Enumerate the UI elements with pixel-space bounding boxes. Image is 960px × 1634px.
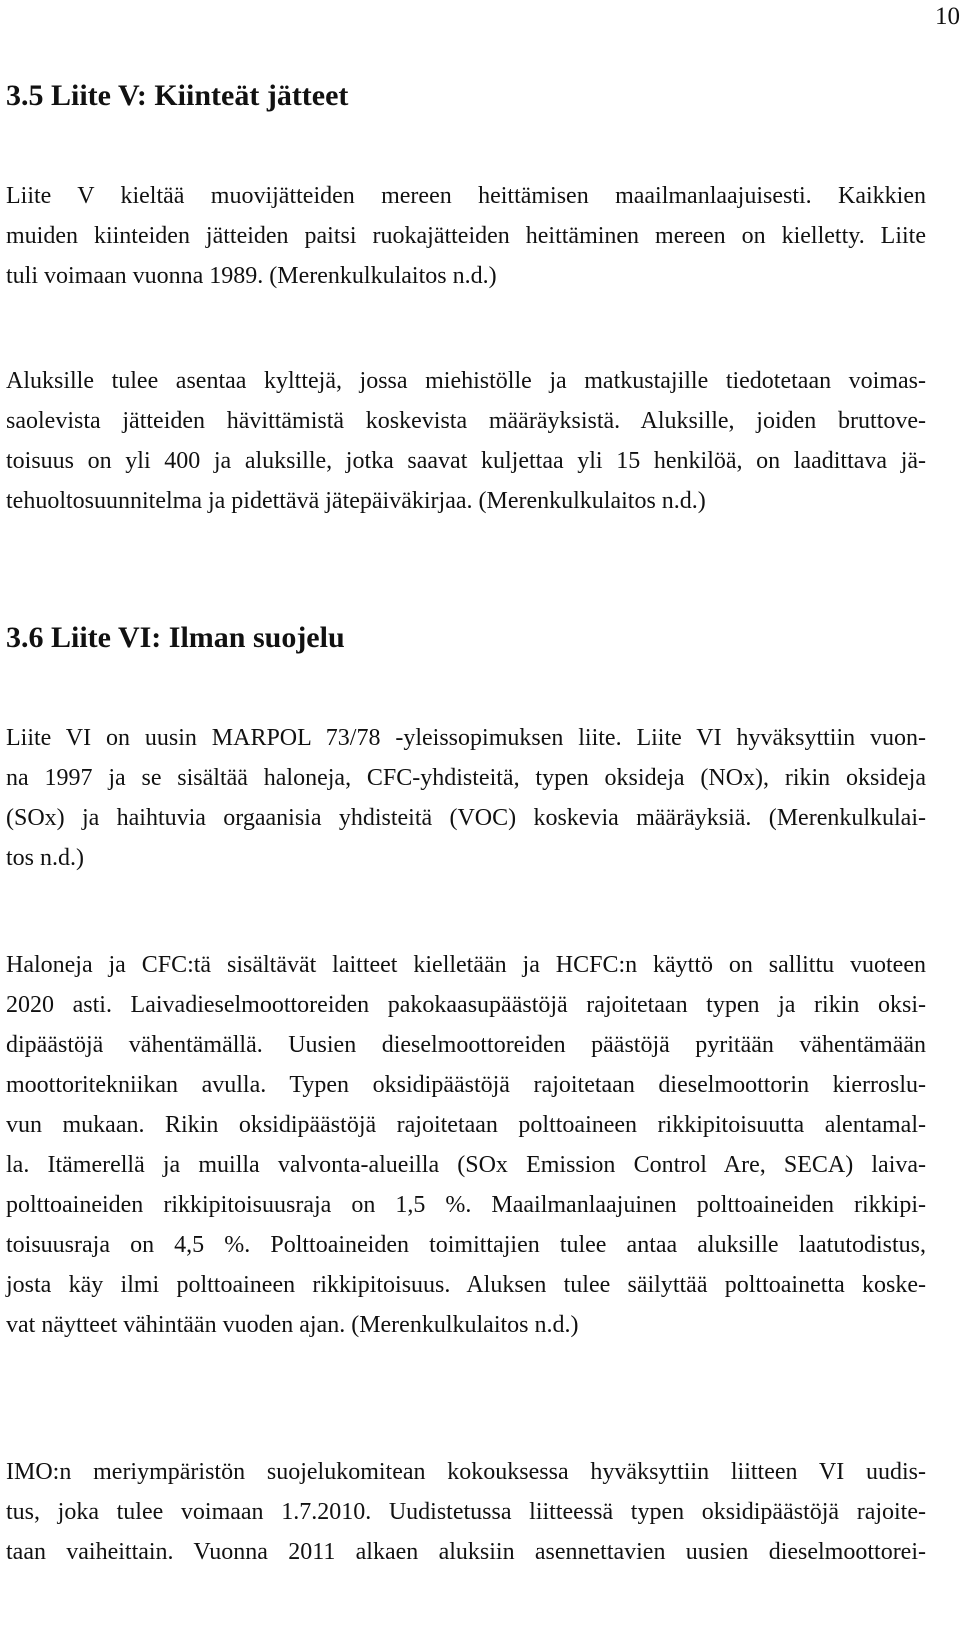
paragraph: [6, 361, 926, 521]
text-line: tuli voimaan vuonna 1989. (Merenkulkulaitos n.d.): [6, 263, 497, 289]
text-line: josta käy ilmi polttoaineen rikkipitoisuus. Aluksen tulee säilyttää polttoainetta koske-: [6, 1272, 926, 1298]
text-line: Haloneja ja CFC:tä sisältävät laitteet kielletään ja HCFC:n käyttö on sallittu vuoteen: [6, 952, 926, 978]
text-line: toisuus on yli 400 ja aluksille, jotka saavat kuljettaa yli 15 henkilöä, on laadittava jä-: [6, 448, 926, 474]
text-line: polttoaineiden rikkipitoisuusraja on 1,5 %. Maailmanlaajuinen polttoaineiden rikkipi-: [6, 1192, 926, 1218]
text-line: tus, joka tulee voimaan 1.7.2010. Uudistetussa liitteessä typen oksidipäästöjä rajoite-: [6, 1499, 926, 1525]
text-line: Liite V kieltää muovijätteiden mereen heittämisen maailmanlaajuisesti. Kaikkien: [6, 183, 926, 209]
text-line: tehuoltosuunnitelma ja pidettävä jätepäiväkirjaa. (Merenkulkulaitos n.d.): [6, 488, 706, 514]
text-line: taan vaiheittain. Vuonna 2011 alkaen aluksiin asennettavien uusien dieselmoottorei-: [6, 1539, 926, 1565]
text-line: saolevista jätteiden hävittämistä koskevista määräyksistä. Aluksille, joiden bruttove-: [6, 408, 926, 434]
text-line: toisuusraja on 4,5 %. Polttoaineiden toimittajien tulee antaa aluksille laatutodistus,: [6, 1232, 926, 1258]
text-line: Liite VI on uusin MARPOL 73/78 -yleissopimuksen liite. Liite VI hyväksyttiin vuon-: [6, 725, 926, 751]
paragraph: [6, 176, 926, 296]
paragraph: [6, 945, 926, 1345]
paragraph: [6, 718, 926, 878]
text-line: IMO:n meriympäristön suojelukomitean kokouksessa hyväksyttiin liitteen VI uudis-: [6, 1459, 926, 1485]
page-number: 10: [935, 3, 960, 30]
text-line: na 1997 ja se sisältää haloneja, CFC-yhdisteitä, typen oksideja (NOx), rikin oksideja: [6, 765, 926, 791]
text-line: Aluksille tulee asentaa kylttejä, jossa miehistölle ja matkustajille tiedotetaan voimas-: [6, 368, 926, 394]
text-line: muiden kiinteiden jätteiden paitsi ruokajätteiden heittäminen mereen on kielletty. Liite: [6, 223, 926, 249]
text-line: dipäästöjä vähentämällä. Uusien dieselmoottoreiden päästöjä pyritään vähentämään: [6, 1032, 926, 1058]
paragraph: [6, 1452, 926, 1572]
section-heading-3-5: 3.5 Liite V: Kiinteät jätteet: [6, 79, 349, 112]
text-line: vun mukaan. Rikin oksidipäästöjä rajoitetaan polttoaineen rikkipitoisuutta alentamal-: [6, 1112, 926, 1138]
text-line: moottoritekniikan avulla. Typen oksidipäästöjä rajoitetaan dieselmoottorin kierroslu-: [6, 1072, 926, 1098]
text-line: tos n.d.): [6, 845, 84, 871]
text-line: vat näytteet vähintään vuoden ajan. (Merenkulkulaitos n.d.): [6, 1312, 579, 1338]
text-line: (SOx) ja haihtuvia orgaanisia yhdisteitä (VOC) koskevia määräyksiä. (Merenkulkulai-: [6, 805, 926, 831]
section-heading-3-6: 3.6 Liite VI: Ilman suojelu: [6, 621, 345, 654]
text-line: la. Itämerellä ja muilla valvonta-alueilla (SOx Emission Control Are, SECA) laiva-: [6, 1152, 926, 1178]
text-line: 2020 asti. Laivadieselmoottoreiden pakokaasupäästöjä rajoitetaan typen ja rikin oksi-: [6, 992, 926, 1018]
